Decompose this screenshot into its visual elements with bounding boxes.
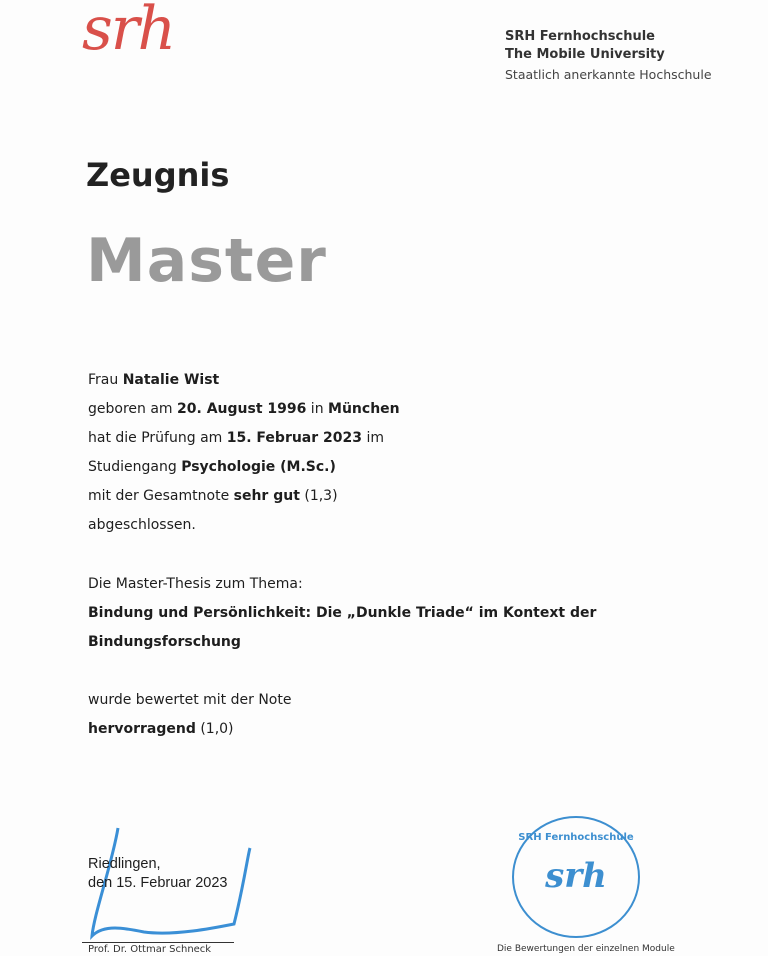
place: Riedlingen,	[88, 856, 161, 872]
text: Studiengang	[88, 459, 182, 475]
official-stamp	[512, 816, 640, 938]
thesis-grade: hervorragend	[88, 721, 196, 737]
footer-note: Die Bewertungen der einzelnen Module	[497, 944, 675, 954]
thesis-grade-value: (1,0)	[195, 721, 234, 737]
thesis-section	[88, 570, 596, 657]
birthplace: München	[328, 401, 400, 417]
srh-logo: srh	[82, 0, 175, 64]
org-name: SRH Fernhochschule	[505, 29, 655, 44]
signatory-name: Prof. Dr. Ottmar Schneck	[88, 944, 212, 955]
text: im	[362, 430, 384, 446]
degree-title: Master	[86, 226, 327, 296]
overall-grade: sehr gut	[233, 488, 300, 504]
overall-grade-value: (1,3)	[299, 488, 338, 504]
place-date	[88, 855, 227, 893]
program: Psychologie (M.Sc.)	[181, 459, 336, 475]
exam-date: 15. Februar 2023	[226, 430, 362, 446]
thesis-grade-section	[88, 686, 291, 744]
signature-line	[82, 942, 234, 943]
thesis-intro: Die Master-Thesis zum Thema:	[88, 576, 303, 592]
stamp-text: SRH Fernhochschule	[518, 832, 634, 843]
institution-header	[505, 28, 712, 84]
text: Frau	[88, 372, 123, 388]
certificate-body	[88, 366, 400, 540]
thesis-title-line2: Bindungsforschung	[88, 634, 241, 650]
document-title: Zeugnis	[86, 156, 230, 194]
text: geboren am	[88, 401, 178, 417]
org-subtitle: The Mobile University	[505, 47, 665, 62]
thesis-title-line1: Bindung und Persönlichkeit: Die „Dunkle Triade“ im Kontext der	[88, 605, 597, 621]
date: den 15. Februar 2023	[88, 875, 228, 891]
org-recognition: Staatlich anerkannte Hochschule	[505, 67, 712, 82]
thesis-grade-intro: wurde bewertet mit der Note	[88, 692, 292, 708]
text: abgeschlossen.	[88, 517, 196, 533]
birthdate: 20. August 1996	[177, 401, 307, 417]
text: in	[306, 401, 329, 417]
text: mit der Gesamtnote	[88, 488, 234, 504]
stamp-logo: srh	[545, 856, 607, 896]
text: hat die Prüfung am	[88, 430, 227, 446]
student-name: Natalie Wist	[122, 372, 220, 388]
